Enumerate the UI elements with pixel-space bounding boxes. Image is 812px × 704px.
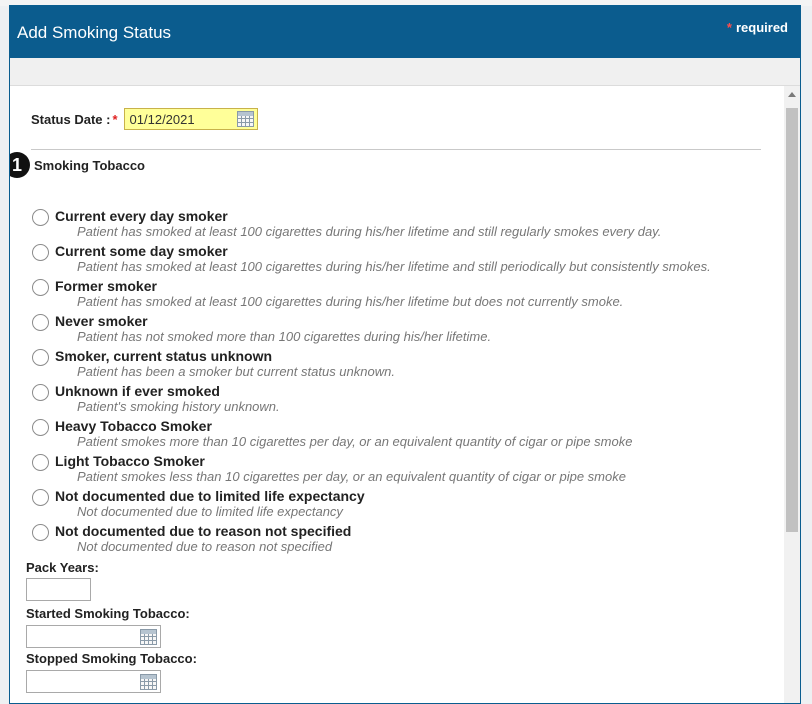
status-date-label: Status Date : * — [31, 111, 118, 127]
status-date-required-star: * — [112, 111, 118, 127]
status-date-field[interactable] — [124, 108, 258, 130]
scroll-up-arrow-icon[interactable] — [788, 92, 796, 97]
started-smoking-label: Started Smoking Tobacco: — [26, 606, 190, 621]
option-description: Patient smokes less than 10 cigarettes per day, or an equivalent quantity of cigar or pipe smoke — [77, 469, 626, 484]
dialog-content — [10, 86, 784, 703]
option-description: Patient's smoking history unknown. — [77, 399, 280, 414]
radio-button[interactable] — [32, 279, 49, 296]
option-description: Patient has smoked at least 100 cigarettes during his/her lifetime but does not currently smoke. — [77, 294, 624, 309]
radio-button[interactable] — [32, 384, 49, 401]
option-description: Patient smokes more than 10 cigarettes per day, or an equivalent quantity of cigar or pipe smoke — [77, 434, 633, 449]
option-label[interactable]: Never smoker — [55, 313, 148, 329]
option-label[interactable]: Current some day smoker — [55, 243, 228, 259]
option-label[interactable]: Light Tobacco Smoker — [55, 453, 205, 469]
radio-button[interactable] — [32, 419, 49, 436]
option-description: Not documented due to reason not specified — [77, 539, 333, 554]
calendar-icon[interactable] — [237, 111, 254, 127]
option-label[interactable]: Current every day smoker — [55, 208, 228, 224]
dialog-title: Add Smoking Status — [17, 23, 172, 42]
radio-button[interactable] — [32, 454, 49, 471]
required-star: * — [726, 20, 732, 35]
step-number-badge: 1 — [9, 152, 30, 178]
dialog-header — [10, 6, 800, 58]
radio-button[interactable] — [32, 314, 49, 331]
radio-button[interactable] — [32, 349, 49, 366]
radio-button[interactable] — [32, 244, 49, 261]
option-label[interactable]: Former smoker — [55, 278, 157, 294]
pack-years-input[interactable] — [26, 578, 91, 601]
radio-button[interactable] — [32, 524, 49, 541]
status-date-input[interactable] — [125, 109, 235, 129]
option-description: Patient has not smoked more than 100 cigarettes during his/her lifetime. — [77, 329, 492, 344]
started-smoking-date-field[interactable] — [26, 625, 161, 648]
stopped-smoking-label: Stopped Smoking Tobacco: — [26, 651, 197, 666]
pack-years-label: Pack Years: — [26, 560, 99, 575]
option-description: Not documented due to limited life expectancy — [77, 504, 343, 519]
option-description: Patient has smoked at least 100 cigarettes during his/her lifetime and still periodically but consistently smokes. — [77, 259, 711, 274]
required-text: required — [735, 20, 788, 35]
required-note — [727, 20, 788, 35]
option-label[interactable]: Unknown if ever smoked — [55, 383, 220, 399]
radio-button[interactable] — [32, 209, 49, 226]
stopped-smoking-date-field[interactable] — [26, 670, 161, 693]
option-label[interactable]: Heavy Tobacco Smoker — [55, 418, 212, 434]
radio-button[interactable] — [32, 489, 49, 506]
smoking-tobacco-heading: Smoking Tobacco — [34, 158, 145, 173]
option-label[interactable]: Smoker, current status unknown — [55, 348, 273, 364]
status-date-row — [31, 108, 258, 130]
dialog-toolbar — [10, 58, 800, 86]
option-label[interactable]: Not documented due to reason not specified — [55, 523, 352, 539]
option-description: Patient has smoked at least 100 cigarettes during his/her lifetime and still regularly smokes every day. — [77, 224, 662, 239]
option-description: Patient has been a smoker but current status unknown. — [77, 364, 395, 379]
option-label[interactable]: Not documented due to limited life expectancy — [55, 488, 365, 504]
calendar-icon[interactable] — [140, 629, 157, 645]
calendar-icon[interactable] — [140, 674, 157, 690]
section-divider — [31, 149, 761, 150]
vertical-scrollbar[interactable] — [784, 86, 800, 703]
add-smoking-status-dialog — [9, 5, 801, 704]
scrollbar-thumb[interactable] — [786, 108, 798, 532]
